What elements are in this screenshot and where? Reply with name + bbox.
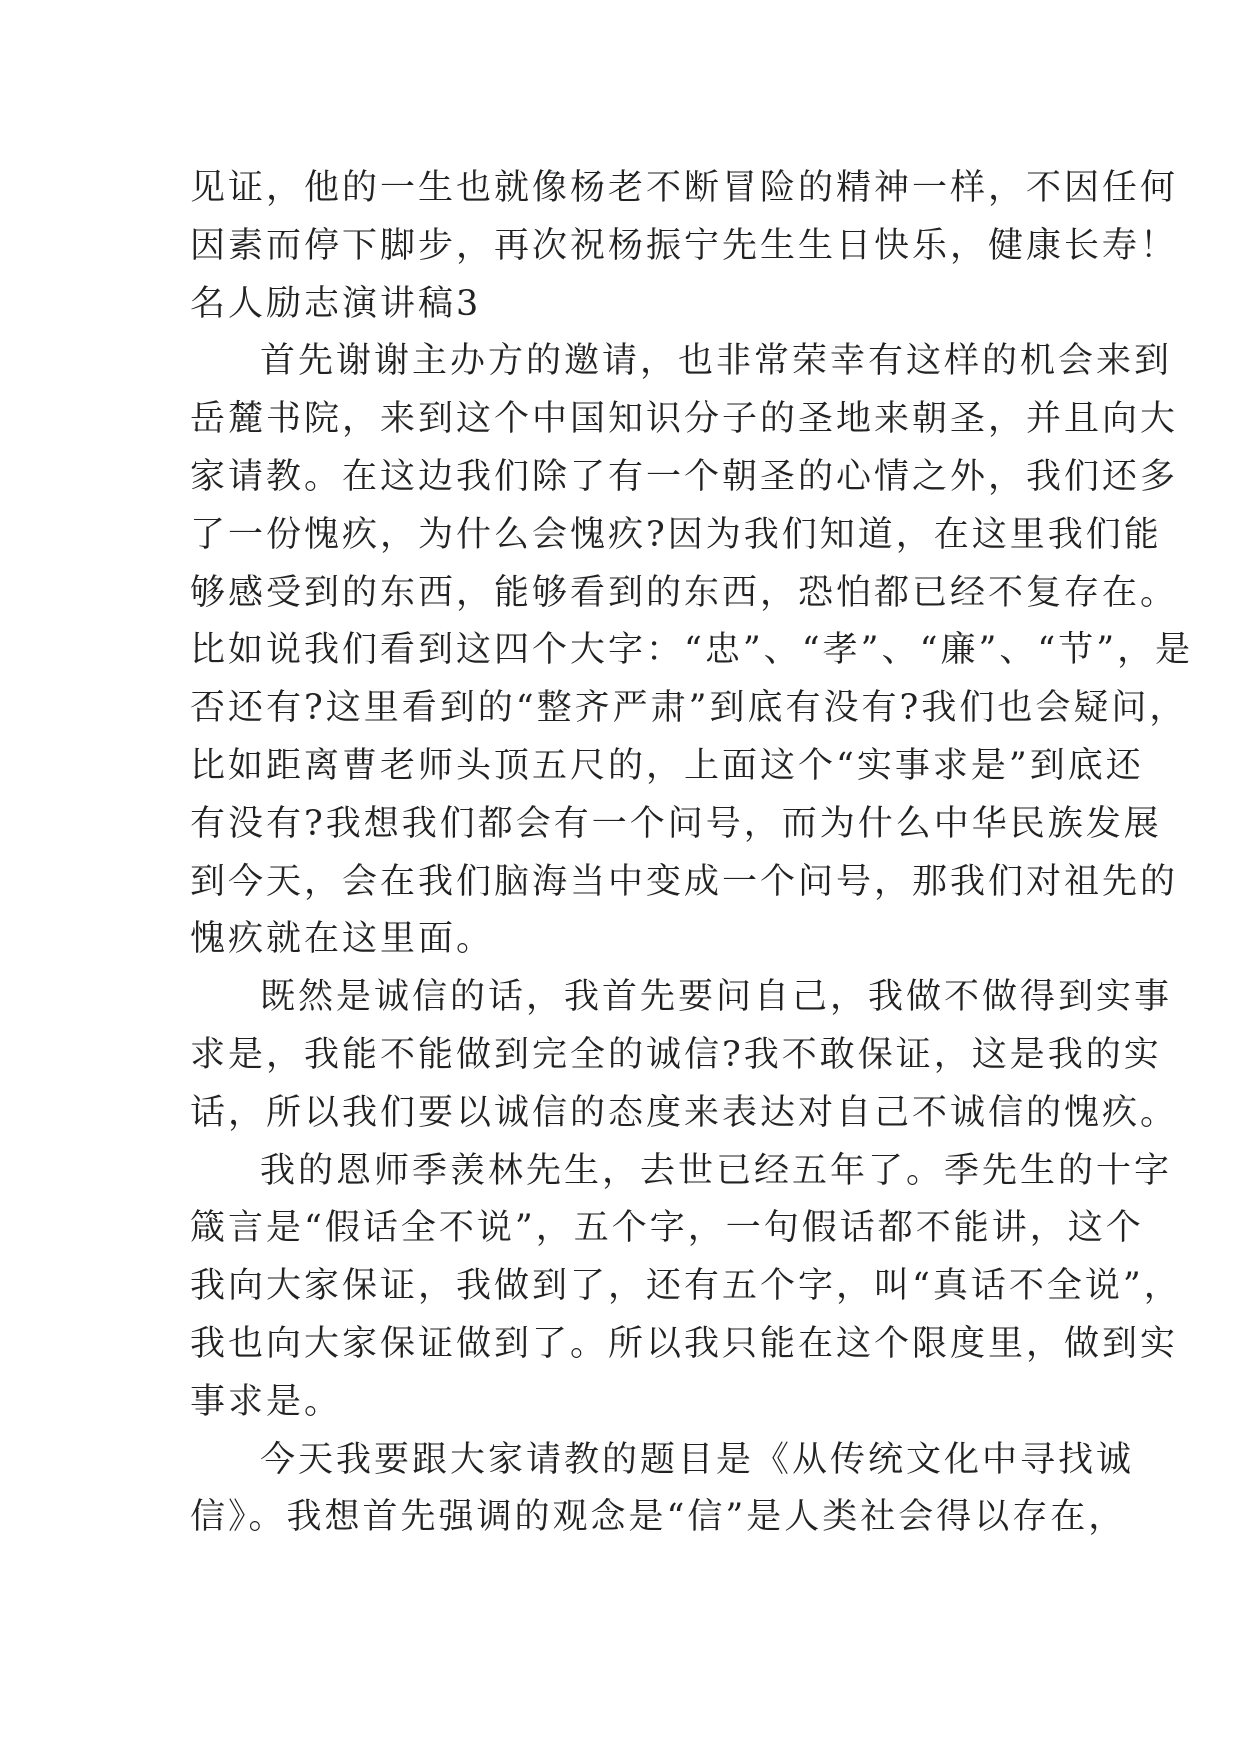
text-line: 信》。我想首先强调的观念是“信”是人类社会得以存在， <box>190 1497 1127 1538</box>
text-line: 求是，我能不能做到完全的诚信?我不敢保证，这是我的实 <box>190 1034 1162 1075</box>
text-line: 家请教。在这边我们除了有一个朝圣的心情之外，我们还多 <box>190 456 1179 497</box>
text-line: 话，所以我们要以诚信的态度来表达对自己不诚信的愧疚。 <box>190 1092 1179 1133</box>
text-line: 比如说我们看到这四个大字：“忠”、“孝”、“廉”、“节”，是 <box>190 630 1194 671</box>
text-line: 我也向大家保证做到了。所以我只能在这个限度里，做到实 <box>190 1323 1179 1364</box>
section-heading: 名人励志演讲稿3 <box>190 283 482 324</box>
text-line: 今天我要跟大家请教的题目是《从传统文化中寻找诚 <box>260 1439 1135 1480</box>
text-line: 首先谢谢主办方的邀请，也非常荣幸有这样的机会来到 <box>260 341 1173 382</box>
text-line: 既然是诚信的话，我首先要问自己，我做不做得到实事 <box>260 977 1173 1018</box>
text-line: 见证，他的一生也就像杨老不断冒险的精神一样，不因任何 <box>190 168 1179 208</box>
document-body <box>190 160 1194 1547</box>
text-line: 因素而停下脚步，再次祝杨振宁先生生日快乐，健康长寿！ <box>190 225 1179 266</box>
text-line: 愧疚就在这里面。 <box>190 919 495 960</box>
text-line: 有没有?我想我们都会有一个问号，而为什么中华民族发展 <box>190 803 1162 844</box>
text-line: 我向大家保证，我做到了，还有五个字，叫“真话不全说”， <box>190 1266 1182 1307</box>
text-line: 我的恩师季羡林先生，去世已经五年了。季先生的十字 <box>260 1150 1173 1191</box>
text-line: 事求是。 <box>190 1381 343 1422</box>
text-line: 够感受到的东西，能够看到的东西，恐怕都已经不复存在。 <box>190 572 1179 613</box>
text-line: 比如距离曹老师头顶五尺的，上面这个“实事求是”到底还 <box>190 745 1144 786</box>
text-line: 了一份愧疚，为什么会愧疚?因为我们知道，在这里我们能 <box>190 514 1162 555</box>
text-line: 箴言是“假话全不说”，五个字，一句假话都不能讲，这个 <box>190 1208 1144 1249</box>
text-line: 否还有?这里看到的“整齐严肃”到底有没有?我们也会疑问， <box>190 688 1188 729</box>
text-line: 到今天，会在我们脑海当中变成一个问号，那我们对祖先的 <box>190 861 1179 902</box>
text-line: 岳麓书院，来到这个中国知识分子的圣地来朝圣，并且向大 <box>190 399 1179 440</box>
